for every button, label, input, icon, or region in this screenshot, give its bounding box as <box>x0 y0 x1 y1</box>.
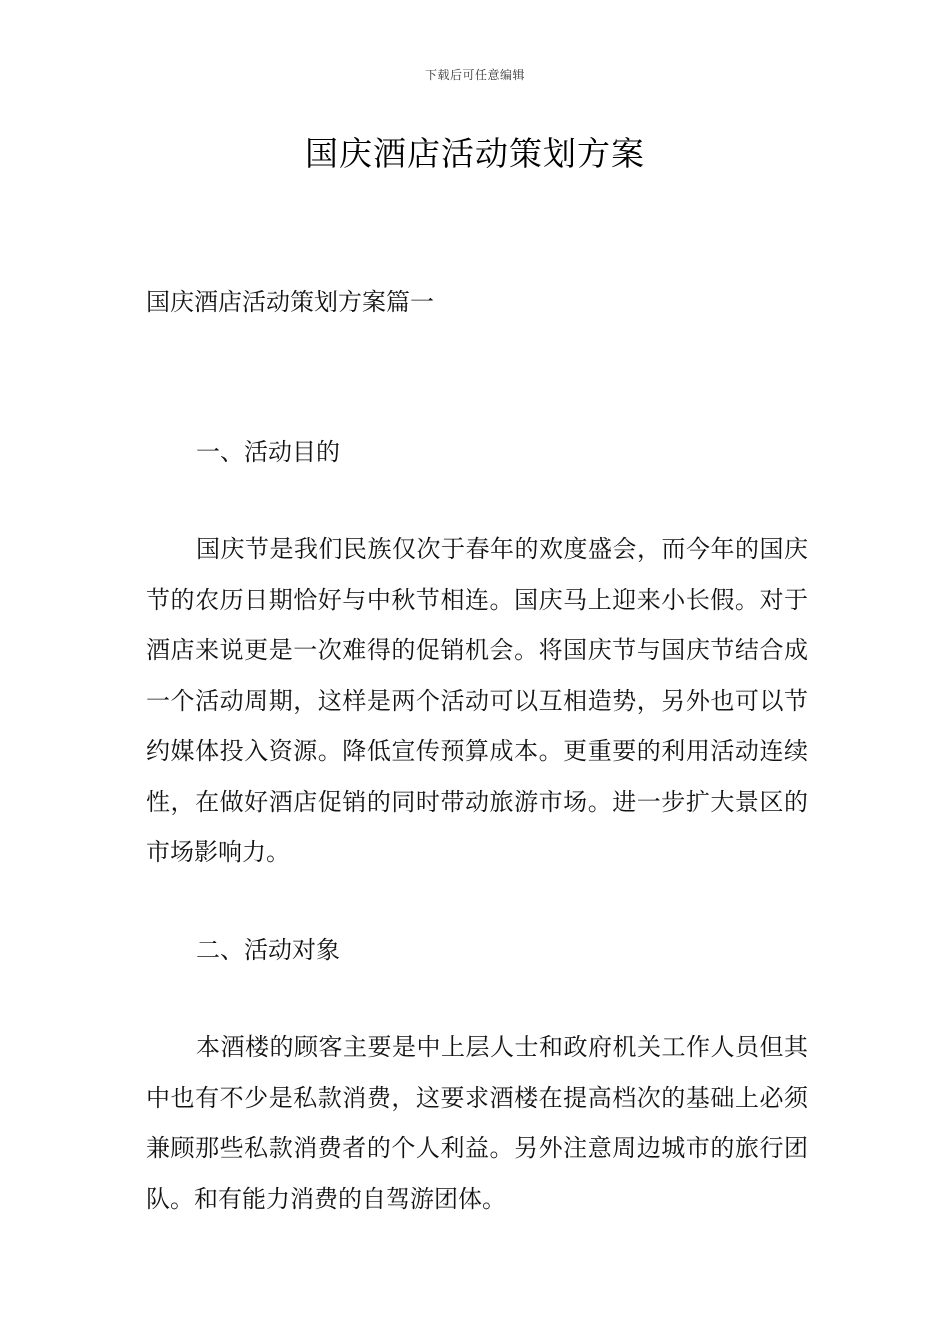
section-paragraph-purpose: 国庆节是我们民族仅次于春年的欢度盛会，而今年的国庆节的农历日期恰好与中秋节相连。国庆马上迎来小长假。对于酒店来说更是一次难得的促销机会。将国庆节与国庆节结合成一个活动周期，这样是两个活动可以互相造势，另外也可以节约媒体投入资源。降低宣传预算成本。更重要的利用活动连续性，在做好酒店促销的同时带动旅游市场。进一步扩大景区的市场影响力。 <box>146 535 808 866</box>
header-note: 下载后可任意编辑 <box>424 68 525 82</box>
document-subtitle: 国庆酒店活动策划方案篇一 <box>146 288 434 316</box>
section-heading-audience: 二、活动对象 <box>196 936 340 964</box>
section-paragraph-audience: 本酒楼的顾客主要是中上层人士和政府机关工作人员但其中也有不少是私款消费，这要求酒楼在提高档次的基础上必须兼顾那些私款消费者的个人利益。另外注意周边城市的旅行团队。和有能力消费的自驾游团体。 <box>146 1033 808 1213</box>
document-title: 国庆酒店活动策划方案 <box>305 134 645 173</box>
section-heading-purpose: 一、活动目的 <box>196 438 340 466</box>
